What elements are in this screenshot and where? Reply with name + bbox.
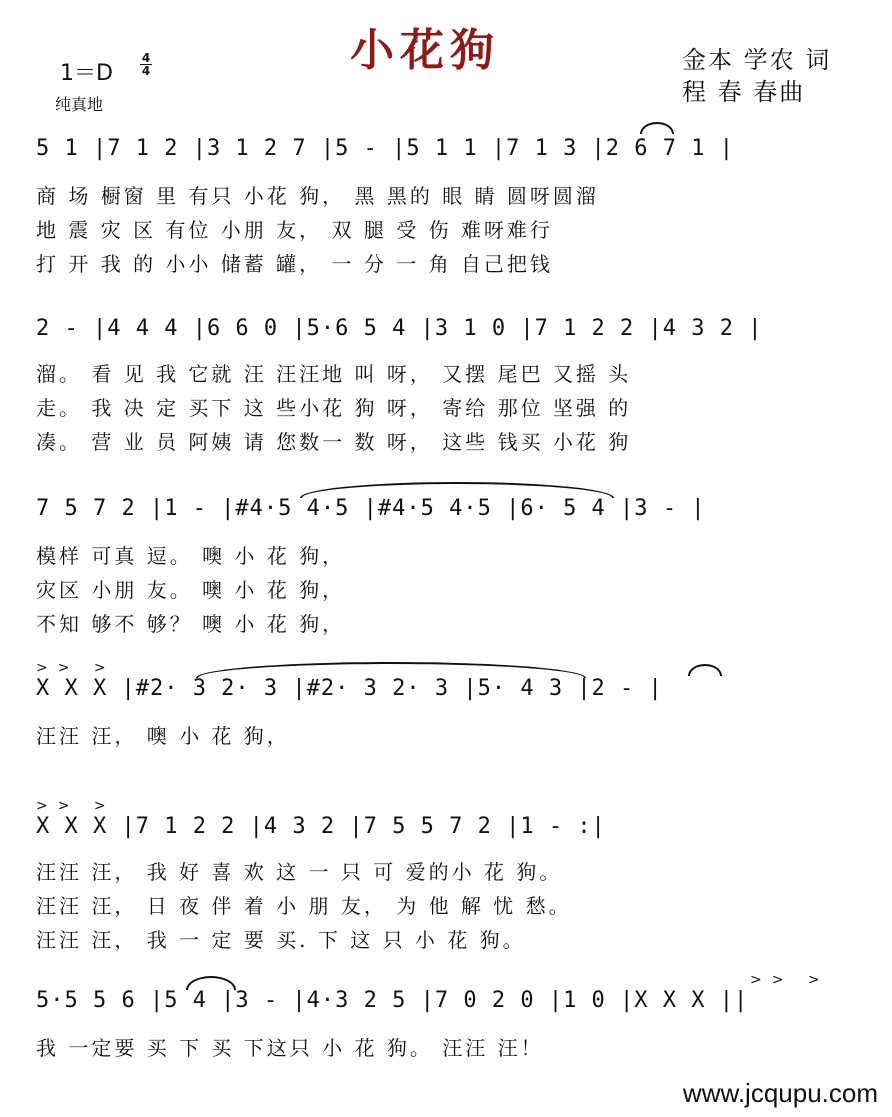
accent-marks: >> > xyxy=(36,660,116,676)
lyric-row-5-verse-3: 汪汪 汪， 我 一 定 要 买. 下 这 只 小 花 狗。 xyxy=(36,928,526,952)
slur xyxy=(196,662,586,678)
key-signature: 1＝D xyxy=(60,61,113,86)
lyric-row-2-verse-1: 溜。 看 见 我 它就 汪 汪汪地 叫 呀， 又摆 尾巴 又摇 头 xyxy=(36,362,632,386)
lyric-row-5-verse-1: 汪汪 汪， 我 好 喜 欢 这 一 只 可 爱的小 花 狗。 xyxy=(36,860,563,884)
lyric-row-5-verse-2: 汪汪 汪， 日 夜 伴 着 小 朋 友， 为 他 解 忧 愁。 xyxy=(36,894,572,918)
time-bottom: 4 xyxy=(141,64,151,78)
lyric-row-3-verse-2: 灾区 小朋 友。 噢 小 花 狗， xyxy=(36,578,346,602)
tempo-style: 纯真地 xyxy=(55,95,104,114)
lyric-row-1-verse-3: 打 开 我 的 小小 储蓄 罐， 一 分 一 角 自己把钱 xyxy=(36,252,553,276)
notes-row-5: X X X |7 1 2 2 |4 3 2 |7 5 5 7 2 |1 - :| xyxy=(36,814,606,839)
lyric-row-6-verse-1: 我 一定要 买 下 买 下这只 小 花 狗。 汪汪 汪！ xyxy=(36,1036,544,1060)
website-watermark: www.jcqupu.com xyxy=(682,1078,878,1108)
accent-marks: >> > xyxy=(750,972,830,988)
time-signature xyxy=(140,52,152,77)
lyricist-credit: 金本 学农 词 xyxy=(682,46,832,74)
lyric-row-4-verse-1: 汪汪 汪， 噢 小 花 狗， xyxy=(36,724,290,748)
slur xyxy=(640,122,674,134)
lyric-row-2-verse-3: 凑。 营 业 员 阿姨 请 您数一 数 呀， 这些 钱买 小花 狗 xyxy=(36,430,632,454)
notes-row-2: 2 - |4 4 4 |6 6 0 |5·6 5 4 |3 1 0 |7 1 2 2 |4 3 2 | xyxy=(36,316,763,341)
slur xyxy=(688,664,722,676)
accent-marks: >> > xyxy=(36,798,116,814)
lyric-row-1-verse-1: 商 场 橱窗 里 有只 小花 狗， 黑 黑的 眼 睛 圆呀圆溜 xyxy=(36,184,599,208)
song-title: 小花狗 xyxy=(350,25,500,76)
notes-row-1: 5 1 |7 1 2 |3 1 2 7 |5 - |5 1 1 |7 1 3 |2 6 7 1 | xyxy=(36,136,735,161)
notes-row-6: 5·5 5 6 |5 4 |3 - |4·3 2 5 |7 0 2 0 |1 0 |X X X || xyxy=(36,988,749,1013)
slur xyxy=(300,482,614,498)
notes-row-3: 7 5 7 2 |1 - |#4·5 4·5 |#4·5 4·5 |6· 5 4 |3 - | xyxy=(36,496,706,521)
notes-row-4: X X X |#2· 3 2· 3 |#2· 3 2· 3 |5· 4 3 |2 - | xyxy=(36,676,663,701)
composer-credit: 程 春 春曲 xyxy=(682,78,806,106)
time-top: 4 xyxy=(141,51,151,65)
lyric-row-3-verse-3: 不知 够不 够？ 噢 小 花 狗， xyxy=(36,612,346,636)
lyric-row-3-verse-1: 模样 可真 逗。 噢 小 花 狗， xyxy=(36,544,346,568)
lyric-row-2-verse-2: 走。 我 决 定 买下 这 些小花 狗 呀， 寄给 那位 坚强 的 xyxy=(36,396,632,420)
lyric-row-1-verse-2: 地 震 灾 区 有位 小朋 友， 双 腿 受 伤 难呀难行 xyxy=(36,218,553,242)
